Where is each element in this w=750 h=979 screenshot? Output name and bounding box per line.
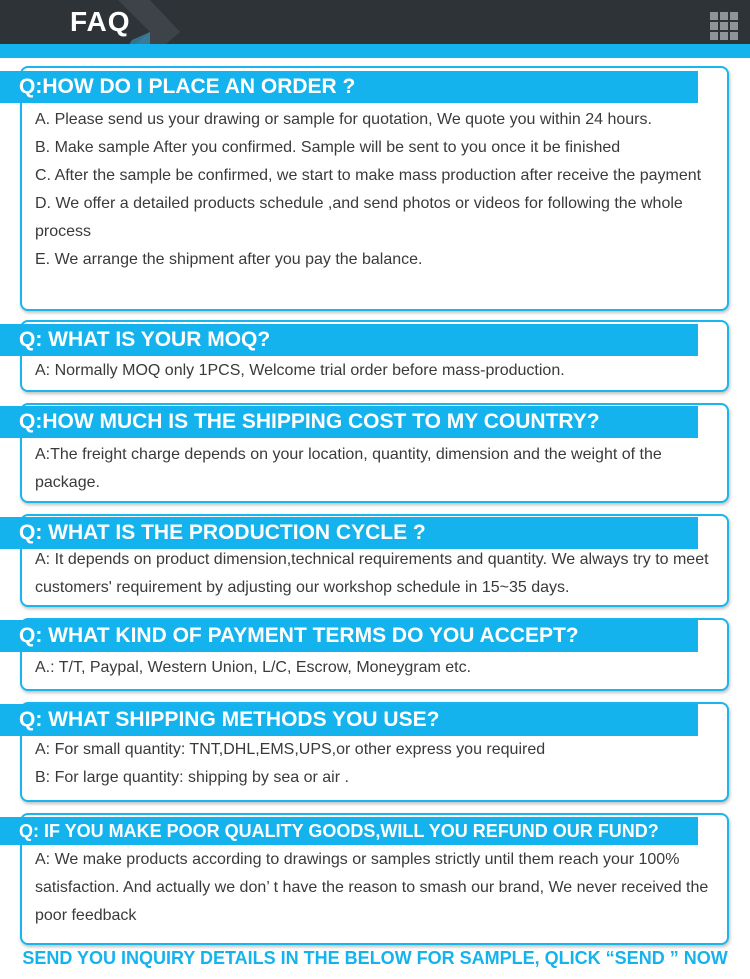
faq-answers: [35, 357, 710, 385]
faq-item-shipping-methods: [0, 702, 750, 802]
grid-icon[interactable]: [710, 12, 738, 40]
answer-line: A. Please send us your drawing or sample for quotation, We quote you within 24 hours.: [35, 111, 652, 128]
faq-question: Q: WHAT SHIPPING METHODS YOU USE?: [0, 704, 698, 736]
answer-line: A: Normally MOQ only 1PCS, Welcome trial order before mass-production.: [35, 362, 565, 379]
footer-call-to-action: SEND YOU INQUIRY DETAILS IN THE BELOW FOR SAMPLE, QLICK “SEND ” NOW: [22, 948, 728, 968]
answer-line: D. We offer a detailed products schedule ,and send photos or videos for following the whole process: [35, 195, 683, 240]
faq-question: Q: WHAT KIND OF PAYMENT TERMS DO YOU ACCEPT?: [0, 620, 698, 652]
faq-answers: [35, 441, 710, 497]
page-header: [0, 0, 750, 44]
faq-answers: [35, 106, 710, 274]
answer-line: A:The freight charge depends on your location, quantity, dimension and the weight of the package.: [35, 446, 662, 491]
header-accent-strip: [0, 44, 750, 58]
faq-question: Q:HOW DO I PLACE AN ORDER ?: [0, 71, 698, 103]
faq-item-payment-terms: [0, 618, 750, 691]
answer-line: A: It depends on product dimension,technical requirements and quantity. We always try to meet customers' requirement by adjusting our workshop schedule in 15~35 days.: [35, 551, 709, 596]
faq-item-production-cycle: [0, 514, 750, 607]
faq-answers: [35, 654, 710, 682]
answer-line: A: For small quantity: TNT,DHL,EMS,UPS,or other express you required: [35, 741, 546, 758]
answer-line: A: We make products according to drawings or samples strictly until them reach your 100% satisfaction. And actually we don’ t have the reason to smash our brand, We never received the poor feedback: [35, 851, 709, 924]
answer-line: B: For large quantity: shipping by sea or air .: [35, 769, 349, 786]
faq-item-refund: [0, 813, 750, 945]
faq-item-order: [0, 66, 750, 311]
answer-line: E. We arrange the shipment after you pay the balance.: [35, 251, 423, 268]
faq-answers: [35, 546, 710, 602]
faq-item-moq: [0, 320, 750, 392]
faq-question: Q: IF YOU MAKE POOR QUALITY GOODS,WILL YOU REFUND OUR FUND?: [0, 817, 698, 845]
faq-question: Q: WHAT IS THE PRODUCTION CYCLE ?: [0, 517, 698, 549]
faq-answers: [35, 736, 710, 792]
answer-line: C. After the sample be confirmed, we start to make mass production after receive the payment: [35, 167, 702, 184]
answer-line: B. Make sample After you confirmed. Sample will be sent to you once it be finished: [35, 139, 621, 156]
answer-line: A.: T/T, Paypal, Western Union, L/C, Escrow, Moneygram etc.: [35, 659, 472, 676]
faq-answers: [35, 846, 710, 930]
page-title: FAQ: [70, 6, 131, 37]
faq-item-shipping-cost: [0, 403, 750, 503]
faq-question: Q:HOW MUCH IS THE SHIPPING COST TO MY COUNTRY?: [0, 406, 698, 438]
faq-question: Q: WHAT IS YOUR MOQ?: [0, 324, 698, 356]
